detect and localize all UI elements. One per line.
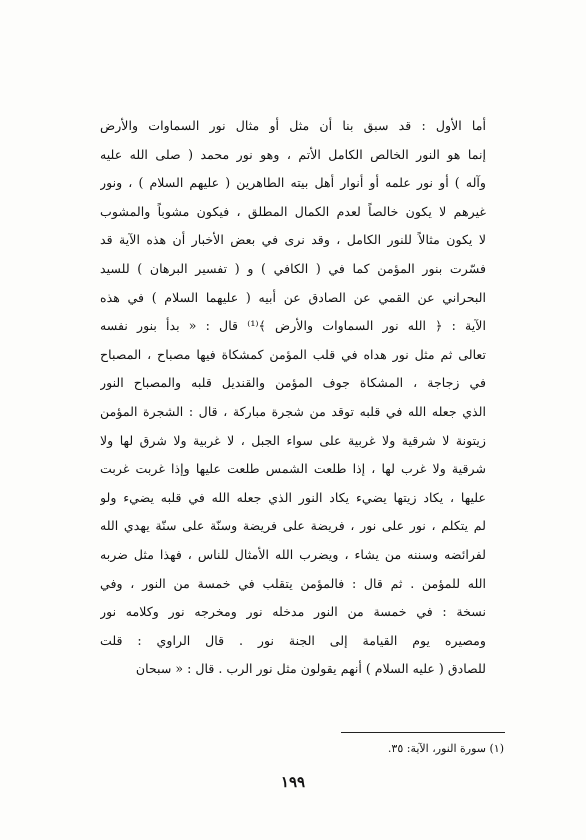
text-line: وآله ) أو نور علمه أو أنوار أهل بيته الطاهرين ( عليهم السلام ) ، ونور [100, 175, 486, 191]
text-line: عليها ، يكاد زيتها يضيء يكاد النور الذي جعله الله في قلبه يضيء ولو [100, 489, 486, 505]
text-line: البحراني عن القمي عن الصادق عن أبيه ( عليهما السلام ) في هذه [100, 289, 486, 305]
text-line: تعالى ثم مثل نور هداه في قلب المؤمن كمشكاة فيها مصباح ، المصباح [100, 346, 486, 362]
text-line: الله للمؤمن . ثم قال : فالمؤمن يتقلب في خمسة من النور ، وفي [100, 575, 486, 591]
text-line: الآية : ﴿ الله نور السماوات والأرض ﴾⁽¹⁾ قال : « بدأ بنور نفسه [100, 318, 486, 334]
text-line: غيرهم لا يكون خالصاً لعدم الكمال المطلق ، فيكون مشوباً والمشوب [100, 203, 486, 219]
text-line: لم يتكلم ، نور على نور ، فريضة على فريضة وسنّة على سنّة يهدي الله [100, 518, 486, 534]
page-number: ١٩٩ [280, 773, 306, 791]
text-line: أما الأول : قد سبق بنا أن مثل أو مثال نور السماوات والأرض [100, 118, 486, 133]
text-line: لا يكون مثالاً للنور الكامل ، وقد نرى في بعض الأخبار أن هذه الآية قد [100, 232, 486, 248]
text-line: شرقية ولا غرب لها ، إذا طلعت الشمس طلعت عليها وإذا غربت غربت [100, 461, 486, 477]
footnote: (١) سورة النور، الآية: ٣٥. [387, 742, 504, 755]
text-line: زيتونة لا شرقية ولا غربية على سواء الجبل ، لا غربية ولا شرق لها ولا [100, 432, 486, 448]
text-line: للصادق ( عليه السلام ) أنهم يقولون مثل نور الرب . قال : « سبحان [135, 661, 486, 677]
text-line: ومصيره يوم القيامة إلى الجنة نور . قال الراوي : قلت [100, 632, 486, 648]
text-line: فسّرت بنور المؤمن كما في ( الكافي ) و ( تفسير البرهان ) للسيد [100, 260, 486, 276]
text-line: لفرائضه وسننه من يشاء ، ويضرب الله الأمثال للناس ، فهذا مثل ضربه [100, 546, 486, 562]
text-line: الذي جعله الله في قلبه توقد من شجرة مباركة ، قال : الشجرة المؤمن [100, 403, 486, 419]
footnote-divider [341, 732, 505, 733]
body-text [100, 112, 486, 684]
text-line: في زجاجة ، المشكاة جوف المؤمن والقنديل قلبه والمصباح النور [100, 375, 486, 391]
text-line: إنما هو النور الخالص الكامل الأتم ، وهو نور محمد ( صلى الله عليه [100, 146, 486, 162]
text-line: نسخة : في خمسة من النور مدخله نور ومخرجه نور وكلامه نور [100, 604, 486, 620]
